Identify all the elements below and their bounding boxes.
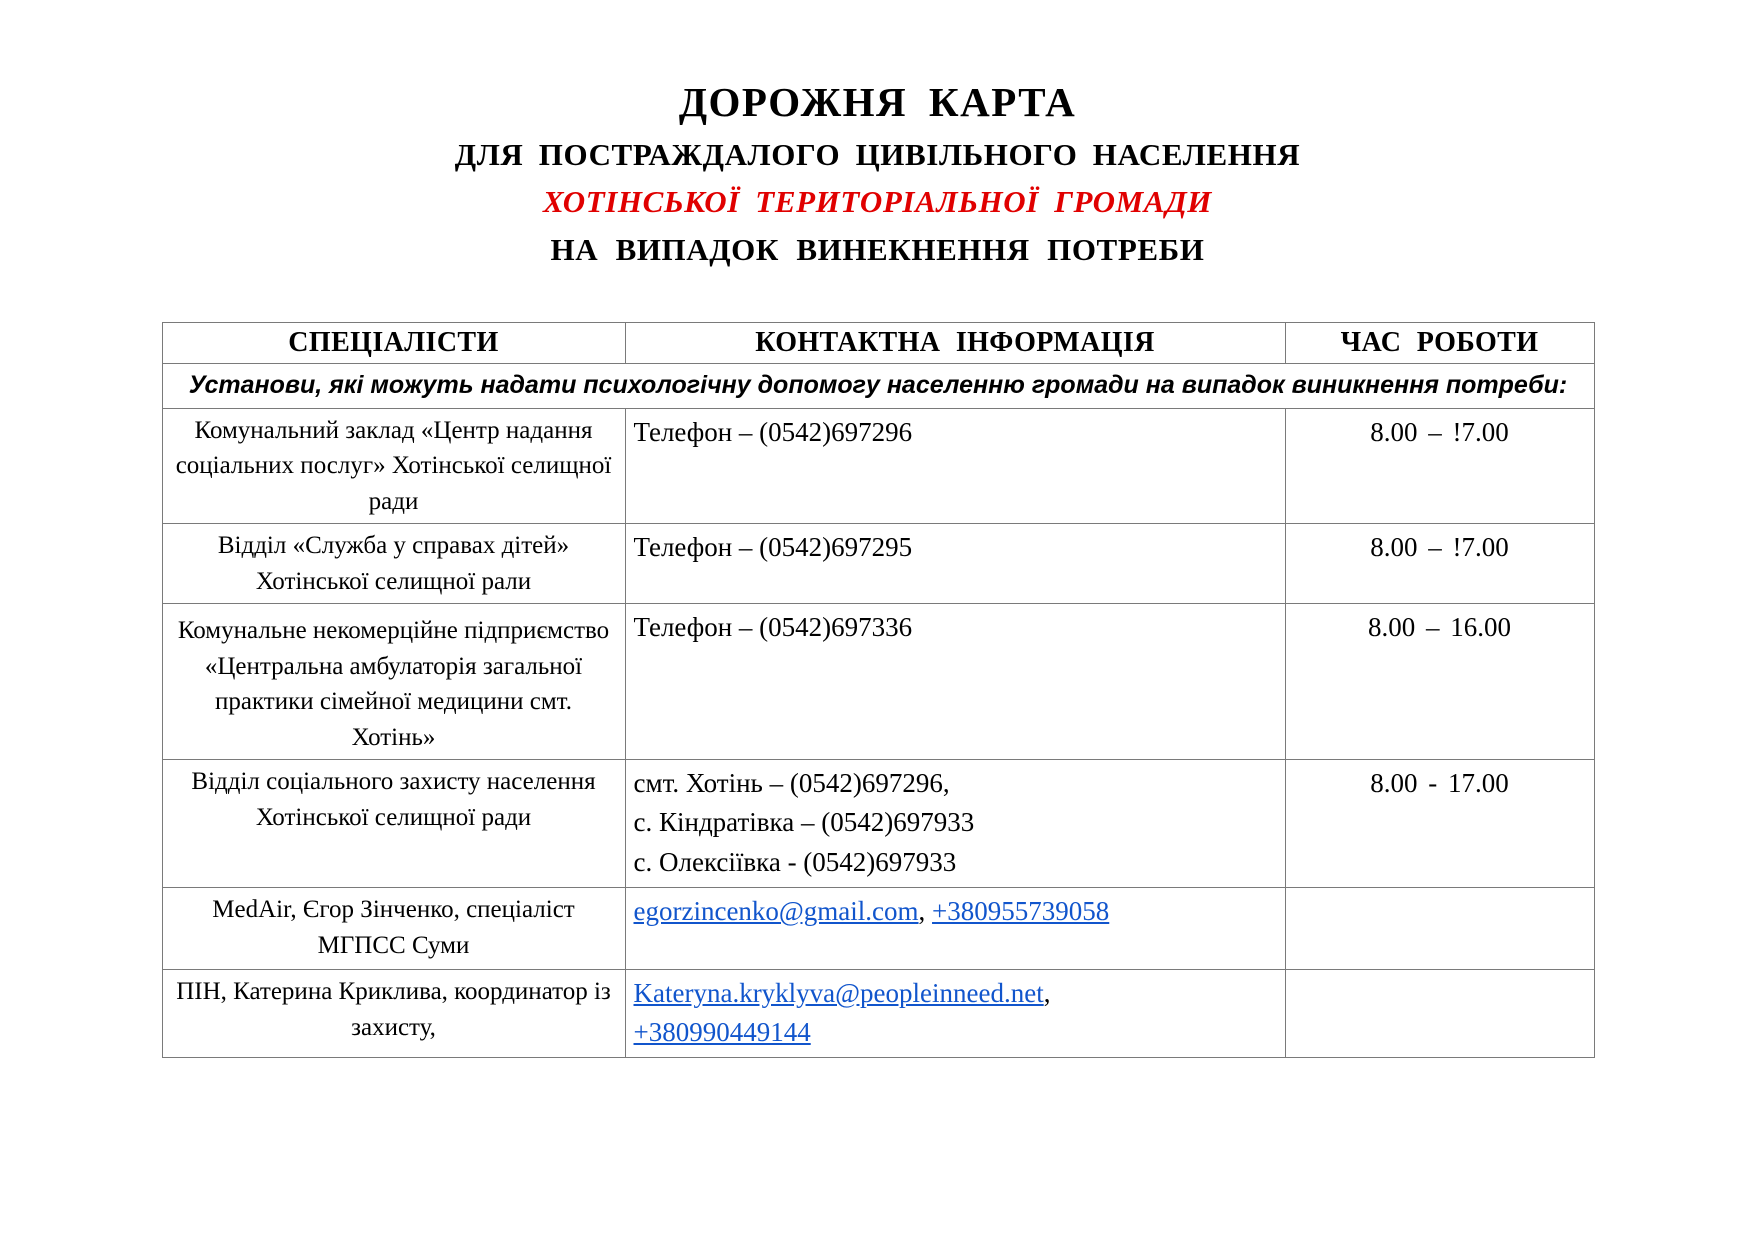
- contact-line: [634, 974, 1277, 1013]
- table-header-row: [162, 323, 1594, 364]
- cell-contact: [625, 408, 1285, 524]
- cell-specialist: MedAir, Єгор Зінченко, спеціаліст МГПСС Суми: [162, 888, 625, 970]
- contact-text: ,: [1043, 978, 1051, 1009]
- contact-line: с. Кіндратівка – (0542)697933: [633, 807, 975, 838]
- document-title: ДОРОЖНЯ КАРТА: [678, 79, 1077, 125]
- cell-contact: [625, 524, 1285, 604]
- contact-lines-1: [634, 528, 1277, 567]
- contact-text: ,: [918, 896, 933, 927]
- contact-link[interactable]: +380955739058: [932, 896, 1110, 927]
- cell-contact: [625, 604, 1285, 760]
- contact-line: Телефон – (0542)697336: [633, 612, 913, 643]
- section-title-row: [162, 364, 1594, 409]
- cell-hours: 8.00 - 17.00: [1285, 760, 1594, 888]
- cell-contact: [625, 888, 1285, 970]
- column-header-hours: ЧАС РОБОТИ: [1285, 323, 1594, 364]
- contact-line: с. Олексіївка - (0542)697933: [633, 846, 957, 877]
- section-title-cell: Установи, які можуть надати психологічну допомогу населенню громади на випадок виникнення потреби:: [162, 364, 1594, 409]
- title-block: [0, 0, 1755, 270]
- roadmap-table-wrapper: [162, 322, 1594, 1057]
- contact-lines-2: [634, 608, 1277, 647]
- contact-lines-4: [634, 892, 1277, 931]
- document-subtitle-audience: ДЛЯ ПОСТРАЖДАЛОГО ЦИВІЛЬНОГО НАСЕЛЕННЯ: [454, 137, 1301, 173]
- contact-lines-5: [634, 974, 1277, 1052]
- cell-hours: 8.00 – 16.00: [1285, 604, 1594, 760]
- cell-hours: 8.00 – !7.00: [1285, 408, 1594, 524]
- contact-link[interactable]: egorzincenko@gmail.com: [633, 896, 919, 927]
- table-row: [162, 408, 1594, 524]
- cell-specialist: Відділ «Служба у справах дітей» Хотінської селищної рали: [162, 524, 625, 604]
- document-subtitle-community: ХОТІНСЬКОЇ ТЕРИТОРІАЛЬНОЇ ГРОМАДИ: [543, 183, 1212, 219]
- cell-hours: [1285, 970, 1594, 1057]
- document-subtitle-purpose: НА ВИПАДОК ВИНЕКНЕННЯ ПОТРЕБИ: [550, 231, 1205, 267]
- column-header-contact: КОНТАКТНА ІНФОРМАЦІЯ: [625, 323, 1285, 364]
- cell-contact: [625, 970, 1285, 1057]
- contact-line: смт. Хотінь – (0542)697296,: [633, 768, 950, 799]
- cell-specialist: Комунальний заклад «Центр надання соціальних послуг» Хотінської селищної ради: [162, 408, 625, 524]
- cell-contact: [625, 760, 1285, 888]
- table-row: [162, 524, 1594, 604]
- table-row: [162, 970, 1594, 1057]
- cell-specialist: Комунальне некомерційне підприємство «Центральна амбулаторія загальної практики сімейної медицини смт. Хотінь»: [162, 604, 625, 760]
- contact-line: Телефон – (0542)697296: [633, 416, 913, 447]
- table-row: [162, 888, 1594, 970]
- contact-line: [634, 1013, 1277, 1052]
- contact-link[interactable]: Kateryna.kryklyva@peopleinneed.net: [633, 978, 1044, 1009]
- contact-link[interactable]: +380990449144: [633, 1017, 811, 1048]
- contact-lines-3: [634, 764, 1277, 881]
- cell-specialist: ПІН, Катерина Криклива, координатор із захисту,: [162, 970, 625, 1057]
- cell-hours: [1285, 888, 1594, 970]
- roadmap-table: [162, 322, 1595, 1057]
- contact-line: [634, 892, 1277, 931]
- table-body: [162, 364, 1594, 1057]
- column-header-specialists: СПЕЦІАЛІСТИ: [162, 323, 625, 364]
- table-head: [162, 323, 1594, 364]
- contact-lines-0: [634, 413, 1277, 452]
- cell-specialist: Відділ соціального захисту населення Хотінської селищної ради: [162, 760, 625, 888]
- cell-hours: 8.00 – !7.00: [1285, 524, 1594, 604]
- table-row: [162, 760, 1594, 888]
- contact-line: Телефон – (0542)697295: [633, 532, 913, 563]
- table-row: [162, 604, 1594, 760]
